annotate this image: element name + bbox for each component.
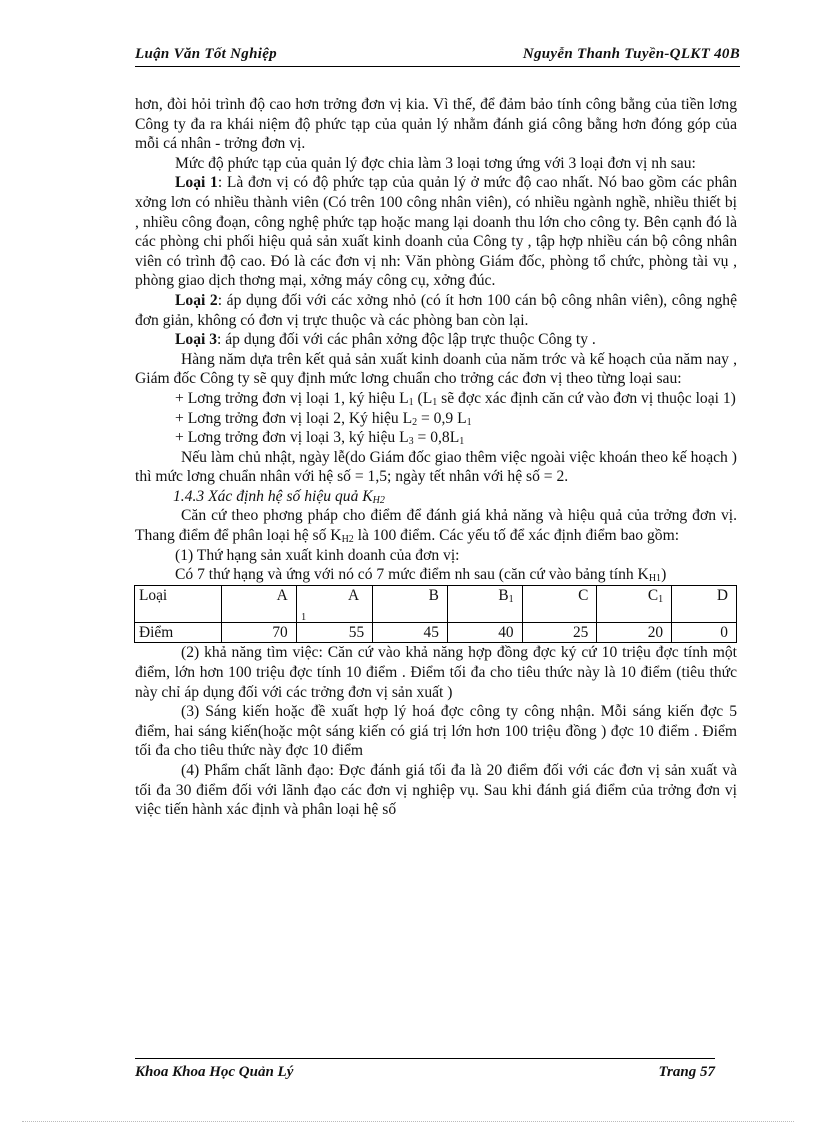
paragraph-6: (1) Thứ hạng sản xuất kinh doanh của đơn vị: — [175, 546, 460, 564]
table-row-points — [135, 622, 737, 643]
points-cell: 25 — [522, 622, 597, 643]
loai-2-text: : áp dụng đối với các xởng nhỏ (có ít hơn 100 cán bộ công nhân viên), công nghệ đơn giản, không có đơn vị trực thuộc và các phòng ban còn lại. — [135, 291, 738, 329]
paragraph-3: Hàng năm dựa trên kết quả sản xuất kinh doanh của năm trớc và kế hoạch của năm nay , Giám đốc Công ty sẽ quy định mức lơng chuẩn cho trởng các đơn vị theo từng loại sau: — [135, 350, 737, 388]
loai-3-label: Loại 3 — [175, 331, 218, 349]
paragraph-5: Căn cứ theo phơng pháp cho điểm để đánh giá khả năng và hiệu quả của trởng đơn vị. Thang điểm để phân loại hệ số $K_{H2}$ là 100 điểm. Các yếu tố để xác định điểm bao gồm: — [135, 507, 737, 546]
footer-faculty: Khoa Khoa Học Quản Lý — [135, 1064, 294, 1080]
paragraph-7: Có 7 thứ hạng và ứng với nó có 7 mức điểm nh sau (căn cứ vào bảng tính $K_{H1}$) — [175, 566, 667, 585]
points-cell: 45 — [373, 622, 448, 643]
grade-cell: A — [222, 585, 297, 622]
page-header — [135, 46, 740, 66]
section-heading: 1.4.3 Xác định hệ số hiệu quả $K_{H2}$ — [173, 487, 385, 506]
header-rule — [135, 66, 740, 67]
points-cell: 40 — [447, 622, 522, 643]
grade-cell: B — [373, 585, 448, 622]
header-title: Luận Văn Tốt Nghiệp — [135, 46, 277, 62]
bullet-1: + Lơng trởng đơn vị loại 1, ký hiệu $L_1$ ($L_1$ sẽ đợc xác định căn cứ vào đơn vị thuộc loại 1) — [175, 389, 736, 408]
grade-cell: D — [672, 585, 737, 622]
paragraph-2: Mức độ phức tạp của quản lý đợc chia làm 3 loại tơng ứng với 3 loại đơn vị nh sau: — [175, 154, 696, 172]
loai-1-text: : Là đơn vị có độ phức tạp của quản lý ở mức độ cao nhất. Nó bao gồm các phân xởng lơn có nhiều thành viên (Có trên 100 công nhân viên), có nhiều ngành nghề, nhiều thiết bị , nhiều công đoạn, công nghệ phức tạp hoặc mang lại doanh thu lớn cho công ty. Bên cạnh đó là các phòng chi phối hiệu quả sản xuất kinh doanh của Công ty , tập hợp nhiều cán bộ công nhân viên có trình độ cao. Đó là các đơn vị nh: Văn phòng Giám đốc, phòng tổ chức, phòng tài vụ , phòng giao dịch thơng mại, xởng máy công cụ, xởng đúc. — [135, 174, 737, 290]
paragraph-1: hơn, đòi hỏi trình độ cao hơn trởng đơn vị kia. Vì thế, để đảm bảo tính công bằng của tiền lơng Công ty đa ra khái niệm độ phức tạp của quản lý nhằm đánh giá công bằng hơn đóng góp của mỗi cá nhân - trởng đơn vị. — [135, 96, 737, 153]
bullet-3: + Lơng trởng đơn vị loại 3, ký hiệu $L_3 = 0,8L_1$ — [175, 429, 465, 448]
paragraph-8: (2) khả năng tìm việc: Căn cứ vào khả năng hợp đồng đợc ký cứ 10 triệu đợc tính một điểm, lớn hơn 100 triệu đợc tính 10 điểm . Điểm tối đa cho tiêu thức này là 10 điểm (tiêu thức này chỉ áp dụng đối với các trởng đơn vị sản xuất ) — [135, 644, 737, 701]
paragraph-9: (3) Sáng kiến hoặc đề xuất hợp lý hoá đợc công ty công nhận. Mỗi sáng kiến đợc 5 điểm, hai sáng kiến(hoặc một sáng kiến có giá trị lớn hơn 100 triệu đồng ) đợc 10 điểm . Điểm tối đa cho tiêu thức này đợc 10 điểm — [135, 703, 737, 760]
paragraph-loai-1 — [135, 173, 737, 291]
page-footer — [135, 1064, 715, 1084]
header-author: Nguyễn Thanh Tuyền-QLKT 40B — [522, 46, 740, 62]
page-edge-divider — [22, 1121, 794, 1122]
points-cell: 0 — [672, 622, 737, 643]
grade-cell: $C_1$ — [597, 585, 672, 622]
grade-cell: $B_1$ — [447, 585, 522, 622]
points-table — [134, 585, 737, 644]
paragraph-loai-3 — [135, 330, 737, 350]
points-cell: 55 — [296, 622, 372, 643]
table-row-grades — [135, 585, 737, 622]
loai-3-text: : áp dụng đối với các phân xởng độc lập trực thuộc Công ty . — [217, 331, 596, 349]
loai-1-label: Loại 1 — [175, 174, 218, 192]
loai-2-label: Loại 2 — [175, 291, 218, 309]
row-label-diem: Điểm — [135, 622, 222, 643]
row-label-loai: Loại — [135, 585, 222, 622]
paragraph-4: Nếu làm chủ nhật, ngày lễ(do Giám đốc giao thêm việc ngoài việc khoán theo kế hoạch ) thì mức lơng chuẩn nhân với hệ số = 1,5; ngày tết nhân với hệ số = 2. — [135, 448, 737, 486]
bullet-2: + Lơng trởng đơn vị loại 2, Ký hiệu $L_2 = 0,9$ $L_1$ — [175, 409, 472, 428]
paragraph-loai-2 — [135, 291, 737, 330]
points-cell: 20 — [597, 622, 672, 643]
footer-rule — [135, 1058, 715, 1059]
grade-cell: $A_1$ — [296, 585, 372, 622]
paragraph-10: (4) Phẩm chất lãnh đạo: Đợc đánh giá tối đa là 20 điểm đối với các đơn vị sản xuất và tối đa 30 điểm đối với lãnh đạo các đơn vị nghiệp vụ. Sau khi đánh giá điểm của trởng đơn vị việc tiến hành xác định và phân loại hệ số — [135, 762, 737, 819]
grade-cell: C — [522, 585, 597, 622]
document-body — [135, 95, 737, 820]
page-number: Trang 57 — [658, 1064, 715, 1080]
points-cell: 70 — [222, 622, 297, 643]
